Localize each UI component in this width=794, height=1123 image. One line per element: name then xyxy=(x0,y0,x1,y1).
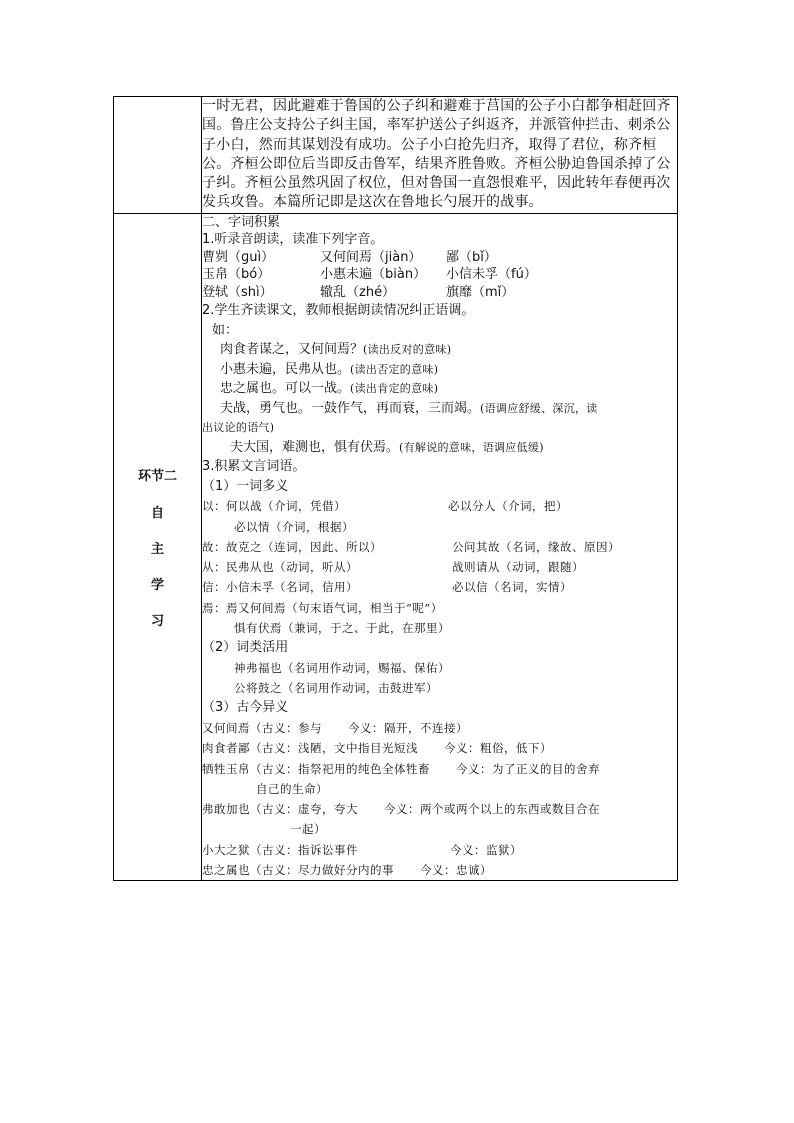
ancient-modern-entry: 小大之狱（古义：指诉讼事件 今义：监狱） xyxy=(202,842,522,857)
example-text: 忠之属也。可以一战。 xyxy=(220,381,351,397)
section-label-main: 环节二 xyxy=(137,469,177,485)
intonation-example xyxy=(202,379,677,399)
ancient-modern-entry-continued: 一起） xyxy=(290,822,326,837)
section-label-char: 学 xyxy=(150,578,164,594)
vocab-title: 3.积累文言词语。 xyxy=(202,459,306,475)
section-content-cell xyxy=(202,213,678,881)
polysemy-entry: 以：何以战（介词，凭借） 必以分人（介词，把） xyxy=(202,499,568,514)
intro-row xyxy=(114,97,678,214)
pronunciation-item: 玉帛（bó） xyxy=(202,267,271,283)
section-heading: 二、字词积累 xyxy=(202,214,281,230)
polysemy-entry: 信：小信未孚（名词，信用） 必以信（名词，实情） xyxy=(202,580,572,595)
section-label-cell xyxy=(114,213,202,881)
intonation-example xyxy=(202,438,677,458)
example-note: (读出反对的意味) xyxy=(363,343,452,357)
example-note: (语调应舒缓、深沉，读 xyxy=(480,401,598,415)
intro-label-cell xyxy=(114,97,202,214)
example-note: (读出肯定的意味) xyxy=(350,382,439,396)
ancient-modern-entry: 肉食者鄙（古义：浅陋，文中指目光短浅 今义：粗俗，低下） xyxy=(202,741,552,756)
pronunciation-item: 旗靡（mǐ） xyxy=(446,284,515,300)
intro-paragraph: 一时无君，因此避难于鲁国的公子纠和避难于莒国的公子小白都争相赶回齐国。鲁庄公支持公子纠主国，率军护送公子纠返齐，并派管仲拦击、刺杀公子小白，然而其谋划没有成功。公子小白抢先归齐，取得了君位，称齐桓公。齐桓公即位后当即反击鲁军，结果齐胜鲁败。齐桓公胁迫鲁国杀掉了公子纠。齐桓公虽然巩固了权位，但对鲁国一直怨恨难平，因此转年春便再次发兵攻鲁。本篇所记即是这次在鲁地长勺展开的战事。 xyxy=(202,97,678,214)
intonation-example xyxy=(202,360,677,380)
pronunciation-title: 1.听录音朗读，读准下列字音。 xyxy=(202,232,384,248)
intonation-example-continued xyxy=(202,418,677,438)
pronunciation-item: 鄙（bǐ） xyxy=(446,249,497,265)
ancient-modern-entry: 忠之属也（古义：尽力做好分内的事 今义：忠诚） xyxy=(202,863,492,878)
example-note: (读出否定的意味) xyxy=(350,362,439,376)
polysemy-title: （1）一词多义 xyxy=(202,478,289,494)
lesson-table xyxy=(113,96,678,881)
pronunciation-item: 辙乱（zhé） xyxy=(320,284,396,300)
pronunciation-item: 曹刿（ɡuì） xyxy=(202,249,275,265)
polysemy-entry: 从：民弗从也（动词，听从） 战则请从（动词，跟随） xyxy=(202,560,584,575)
example-text: 夫战，勇气也。一鼓作气，再而衰，三而竭。 xyxy=(220,400,481,416)
example-note: (有解说的意味，语调应低缓) xyxy=(399,440,544,454)
ancient-modern-entry: 又何间焉（古义：参与 今义：隔开，不连接） xyxy=(202,720,468,735)
polysemy-entry: 焉：焉又何间焉（句末语气词，相当于“呢”） xyxy=(202,600,443,615)
example-intro: 如： xyxy=(212,322,239,338)
example-text: 小惠未遍，民弗从也。 xyxy=(220,361,351,377)
self-study-row xyxy=(114,213,678,881)
ancient-modern-entry-continued: 自己的生命） xyxy=(256,781,328,796)
example-note: 出议论的语气) xyxy=(202,421,275,435)
pronunciation-row xyxy=(202,266,677,284)
polysemy-entry: 惧有伏焉（兼词，于之、于此，在那里） xyxy=(234,621,450,636)
example-text: 夫大国，难测也，惧有伏焉。 xyxy=(230,439,400,455)
pronunciation-item: 小信未孚（fú） xyxy=(446,267,537,283)
ancient-modern-entry: 牺牲玉帛（古义：指祭祀用的纯色全体牲畜 今义：为了正义的目的舍弃 xyxy=(202,761,600,776)
conversion-entry: 公将鼓之（名词用作动词，击鼓进军） xyxy=(234,681,438,696)
example-text: 肉食者谋之，又何间焉？ xyxy=(220,342,364,358)
pronunciation-item: 又何间焉（jiàn） xyxy=(320,249,422,265)
pronunciation-row xyxy=(202,249,677,267)
section-label-char: 习 xyxy=(150,614,164,630)
intonation-example xyxy=(202,399,677,419)
ancient-modern-entry: 弗敢加也（古义：虚夸，夸大 今义：两个或两个以上的东西或数目合在 xyxy=(202,802,600,817)
polysemy-entry: 必以情（介词，根据） xyxy=(234,519,354,534)
pronunciation-row xyxy=(202,284,677,302)
ancient-modern-title: （3）古今异义 xyxy=(202,700,289,716)
conversion-entry: 神弗福也（名词用作动词，赐福、保佑） xyxy=(234,660,450,675)
conversion-title: （2）词类活用 xyxy=(202,640,289,656)
intonation-example xyxy=(202,340,677,360)
section-label-char: 主 xyxy=(150,542,164,558)
polysemy-entry: 故：故克之（连词，因此、所以） 公问其故（名词，缘故、原因） xyxy=(202,539,620,554)
pronunciation-item: 小惠未遍（biàn） xyxy=(320,267,427,283)
section-label-char: 自 xyxy=(150,506,164,522)
intonation-title: 2.学生齐读课文，教师根据朗读情况纠正语调。 xyxy=(202,303,475,319)
pronunciation-item: 登轼（shì） xyxy=(202,284,273,300)
